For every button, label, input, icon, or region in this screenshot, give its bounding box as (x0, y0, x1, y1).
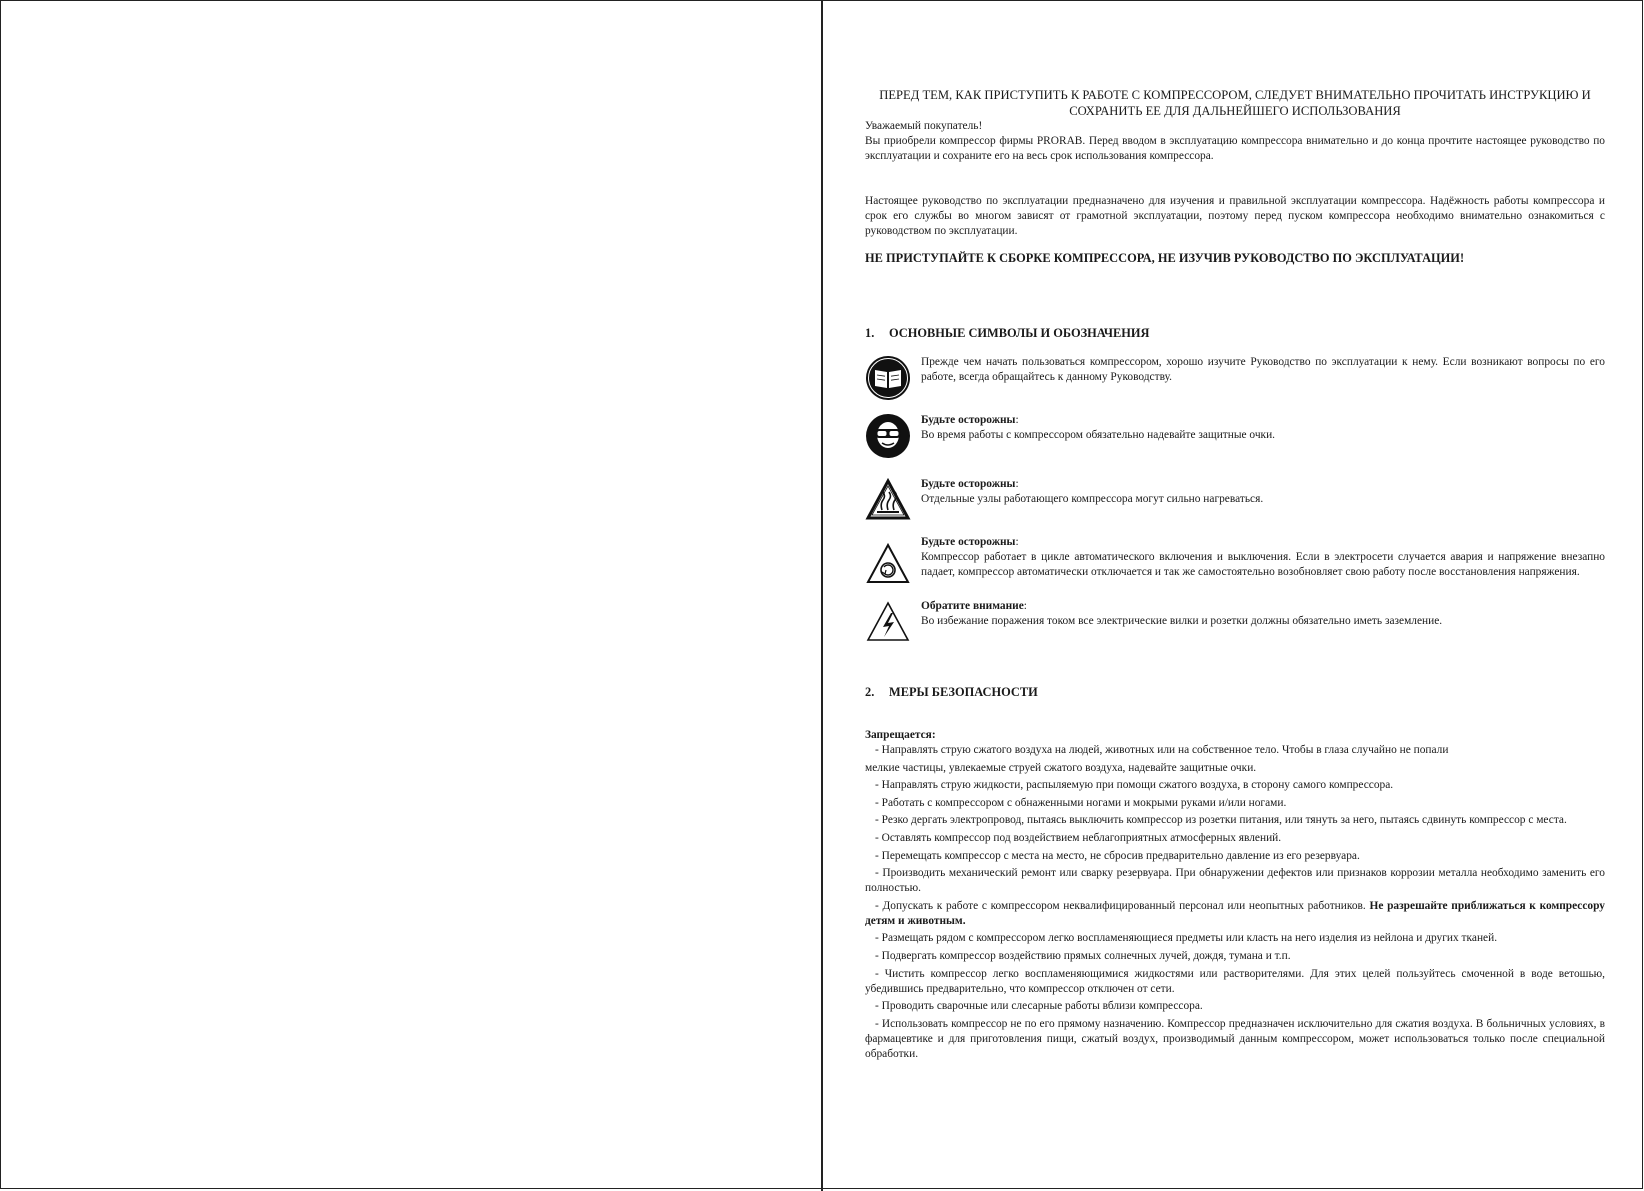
list-item: - Чистить компрессор легко воспламеняющимися жидкостями или растворителями. Для этих целей пользуйтесь смоченной в воде ветошью, убедившись предварительно, что компрессор отключен от сети. (865, 967, 1605, 995)
symbol-text: Компрессор работает в цикле автоматического включения и выключения. Если в электросети случается авария и напряжение внезапно падает, компрессор автоматически отключается и так же самостоятельно возобновляет свою работу после восстановления напряжения. (921, 551, 1605, 578)
symbol-text: Во избежание поражения током все электрические вилки и розетки должны обязательно иметь заземление. (921, 615, 1443, 627)
list-item-bold: Не разрешайте приближаться к компрессору детям и животным. (865, 899, 1605, 927)
symbol-text: Прежде чем начать пользоваться компрессором, хорошо изучите Руководство по эксплуатации к нему. Если возникают вопросы по его работе, всегда обращайтесь к данному Руководству. (921, 356, 1605, 383)
section1-title (865, 326, 1605, 341)
purpose-paragraph: Настоящее руководство по эксплуатации предназначено для изучения и правильной эксплуатации компрессора. Надёжность работы компрессора и срок его службы во многом зависят от грамотной эксплуатации, поэтому перед пуском компрессора необходимо внимательно ознакомиться с руководством по эксплуатации. (865, 195, 1605, 237)
symbol-text: Отдельные узлы работающего компрессора могут сильно нагреваться. (921, 493, 1264, 505)
forbidden-label: Запрещается: (865, 729, 936, 741)
symbol-row: Обратите внимание: Во избежание поражения током все электрические вилки и розетки должны обязательно иметь заземление. (865, 599, 1605, 645)
list-item: - Направлять струю жидкости, распыляемую при помощи сжатого воздуха, в сторону самого компрессора. (875, 779, 1394, 792)
list-item: - Размещать рядом с компрессором легко воспламеняющиеся предметы или класть на него изделия из нейлона и других тканей. (875, 932, 1498, 945)
list-item-text: - Допускать к работе с компрессором неквалифицированный персонал или неопытных работников. (875, 899, 1366, 912)
page-content (865, 87, 1605, 1064)
list-item: - Оставлять компрессор под воздействием неблагоприятных атмосферных явлений. (875, 831, 1282, 844)
intro-paragraph: Вы приобрели компрессор фирмы PRORAB. Перед вводом в эксплуатацию компрессора внимательно и до конца прочтите настоящее руководство по эксплуатации и сохраните его на весь срок использования компрессора. (865, 135, 1605, 162)
list-item: - Работать с компрессором с обнаженными ногами и мокрыми руками и/или ногами. (875, 796, 1287, 809)
electric-shock-icon (865, 599, 913, 645)
section1-number: 1. (865, 326, 875, 340)
symbol-row: Будьте осторожны: Компрессор работает в цикле автоматического включения и выключения. Если в электросети случается авария и напряжение внезапно падает, компрессор автоматически отключается и так же самостоятельно возобновляет свою работу после восстановления напряжения. (865, 535, 1605, 587)
assembly-warning: НЕ ПРИСТУПАЙТЕ К СБОРКЕ КОМПРЕССОРА, НЕ ИЗУЧИВ РУКОВОДСТВО ПО ЭКСПЛУАТАЦИИ! (865, 251, 1465, 265)
goggles-icon (865, 413, 913, 459)
symbol-heading: Будьте осторожны (921, 536, 1016, 548)
symbol-row (865, 355, 1605, 401)
symbol-text: Во время работы с компрессором обязательно надевайте защитные очки. (921, 429, 1276, 441)
greeting: Уважаемый покупатель! (865, 120, 983, 132)
list-item: - Проводить сварочные или слесарные работы вблизи компрессора. (875, 1000, 1203, 1013)
section1-title-text: ОСНОВНЫЕ СИМВОЛЫ И ОБОЗНАЧЕНИЯ (889, 326, 1150, 340)
auto-start-icon (865, 541, 913, 587)
symbol-heading: Будьте осторожны (921, 414, 1016, 426)
list-item: - Направлять струю сжатого воздуха на людей, животных или на собственное тело. Чтобы в глаза случайно не попали (875, 744, 1449, 756)
list-item: - Подвергать компрессор воздействию прямых солнечных лучей, дождя, тумана и т.п. (875, 949, 1291, 962)
symbol-heading: Будьте осторожны (921, 478, 1016, 490)
list-item: - Производить механический ремонт или сварку резервуара. При обнаружении дефектов или признаков коррозии металла необходимо заменить его полностью. (865, 867, 1605, 895)
section2 (865, 685, 1605, 1062)
symbol-heading: Обратите внимание (921, 600, 1024, 612)
section2-number: 2. (865, 685, 875, 699)
section2-title-text: МЕРЫ БЕЗОПАСНОСТИ (889, 685, 1038, 699)
list-item: - Использовать компрессор не по его прямому назначению. Компрессор предназначен исключительно для сжатия воздуха. В больничных условиях, в фармацевтике и для приготовления пищи, сжатый воздух, производимый данным компрессором, может использоваться только после специальной обработки. (865, 1017, 1605, 1060)
symbol-row: Будьте осторожны: Во время работы с компрессором обязательно надевайте защитные очки. (865, 413, 1605, 459)
list-item: мелкие частицы, увлекаемые струей сжатого воздуха, надевайте защитные очки. (865, 761, 1257, 774)
headline: ПЕРЕД ТЕМ, КАК ПРИСТУПИТЬ К РАБОТЕ С КОМПРЕССОРОМ, СЛЕДУЕТ ВНИМАТЕЛЬНО ПРОЧИТАТЬ ИНСТРУКЦИЮ И СОХРАНИТЬ ЕЕ ДЛЯ ДАЛЬНЕЙШЕГО ИСПОЛЬЗОВАНИЯ (879, 88, 1591, 118)
section2-title (865, 685, 1605, 700)
right-page (823, 0, 1643, 1189)
list-item: - Резко дергать электропровод, пытаясь выключить компрессор из розетки питания, или тянуть за него, пытаясь сдвинуть компрессор с места. (875, 814, 1567, 827)
symbol-row: Будьте осторожны: Отдельные узлы работающего компрессора могут сильно нагреваться. (865, 477, 1605, 523)
left-page-blank (0, 0, 821, 1189)
list-item (865, 899, 1605, 929)
book-icon (865, 355, 913, 401)
hot-surface-icon (865, 477, 913, 523)
list-item: - Перемещать компрессор с места на место, не сбросив предварительно давление из его резервуара. (875, 849, 1360, 862)
